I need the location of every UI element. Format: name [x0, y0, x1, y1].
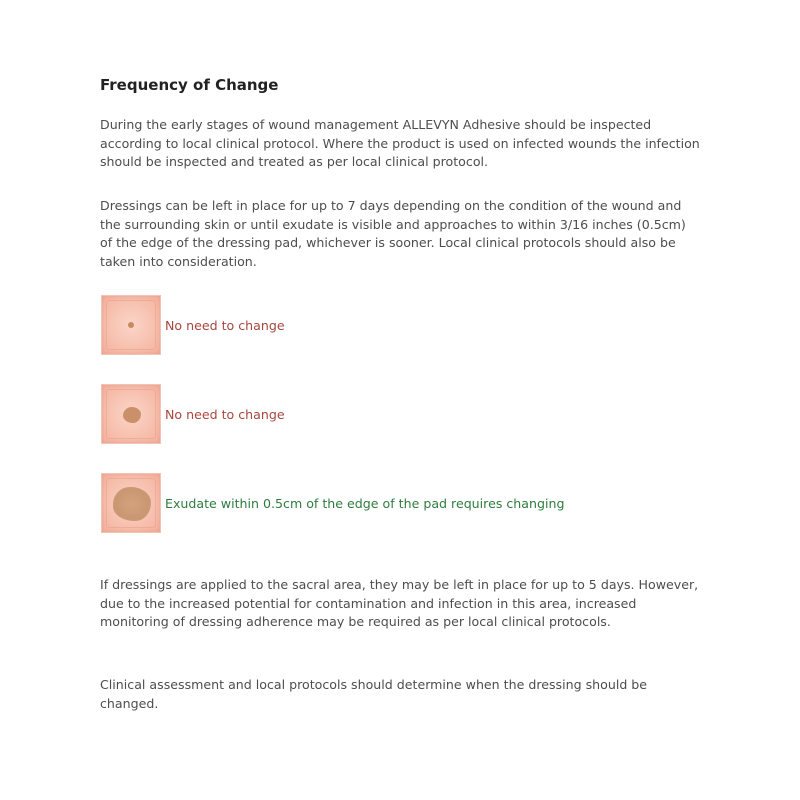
exudate-label: Exudate within 0.5cm of the edge of the pad requires changing — [165, 495, 565, 511]
paragraph-wear-time: Dressings can be left in place for up to 7 days depending on the condition of the wound and the surrounding skin or until exudate is visible and approaches to within 3/16 inches (0.5cm) of the edge of the dressing pad, whichever is sooner. Local clinical protocols should also be taken into consideration. — [100, 198, 686, 269]
paragraph-clinical-assessment: Clinical assessment and local protocols should determine when the dressing should be changed. — [100, 677, 648, 711]
dressing-pad-image — [101, 473, 161, 533]
exudate-stain-medium — [123, 407, 141, 423]
exudate-example-medium — [101, 384, 285, 444]
dressing-pad-image — [101, 384, 161, 444]
paragraph-inspection: During the early stages of wound management ALLEVYN Adhesive should be inspected according to local clinical protocol. Where the product is used on infected wounds the infection should be inspected and treated as per local clinical protocol. — [100, 117, 700, 169]
exudate-stain-large — [113, 487, 151, 521]
exudate-example-large — [101, 473, 564, 533]
paragraph-sacral-area: If dressings are applied to the sacral area, they may be left in place for up to 5 days. However, due to the increased potential for contamination and infection in this area, increased monitoring of dressing adherence may be required as per local clinical protocols. — [100, 577, 699, 629]
dressing-pad-image — [101, 295, 161, 355]
section-heading: Frequency of Change — [100, 76, 279, 94]
exudate-label: No need to change — [165, 406, 285, 422]
exudate-label: No need to change — [165, 317, 285, 333]
exudate-stain-small — [128, 322, 134, 328]
exudate-example-small — [101, 295, 285, 355]
